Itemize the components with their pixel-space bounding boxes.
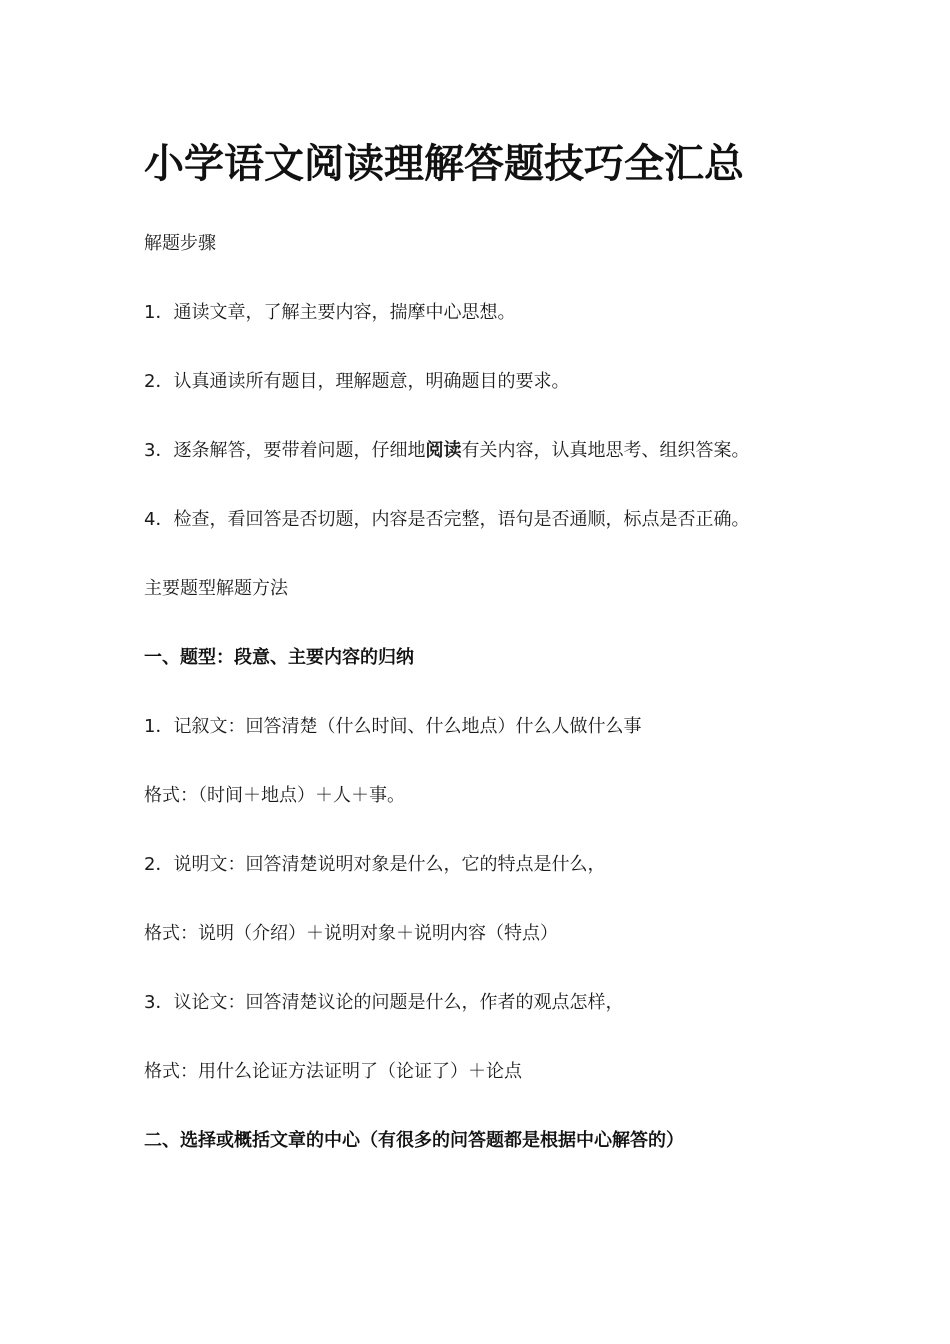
item-narrative: 1．记叙文：回答清楚（什么时间、什么地点）什么人做什么事	[144, 716, 642, 737]
heading-question-type-2: 二、选择或概括文章的中心（有很多的问答题都是根据中心解答的）	[144, 1130, 684, 1151]
heading-question-type-1: 一、题型：段意、主要内容的归纳	[144, 647, 414, 668]
step-1: 1．通读文章，了解主要内容，揣摩中心思想。	[144, 302, 516, 323]
step-3-bold-text: 阅读	[425, 440, 462, 461]
step-3	[144, 439, 749, 463]
format-narrative: 格式：（时间＋地点）＋人＋事。	[144, 785, 405, 806]
format-expository: 格式：说明（介绍）＋说明对象＋说明内容（特点）	[144, 923, 558, 944]
section-label-methods: 主要题型解题方法	[144, 578, 288, 599]
document-title: 小学语文阅读理解答题技巧全汇总	[144, 141, 744, 187]
step-3-text-after: 有关内容，认真地思考、组织答案。	[461, 440, 750, 461]
step-3-text-before: 3．逐条解答，要带着问题，仔细地	[144, 440, 426, 461]
item-expository: 2．说明文：回答清楚说明对象是什么，它的特点是什么，	[144, 854, 606, 875]
section-label-steps: 解题步骤	[144, 233, 216, 254]
item-argumentative: 3．议论文：回答清楚议论的问题是什么，作者的观点怎样，	[144, 992, 624, 1013]
format-argumentative: 格式：用什么论证方法证明了（论证了）＋论点	[144, 1061, 522, 1082]
step-4: 4．检查，看回答是否切题，内容是否完整，语句是否通顺，标点是否正确。	[144, 509, 750, 530]
step-2: 2．认真通读所有题目，理解题意，明确题目的要求。	[144, 371, 570, 392]
